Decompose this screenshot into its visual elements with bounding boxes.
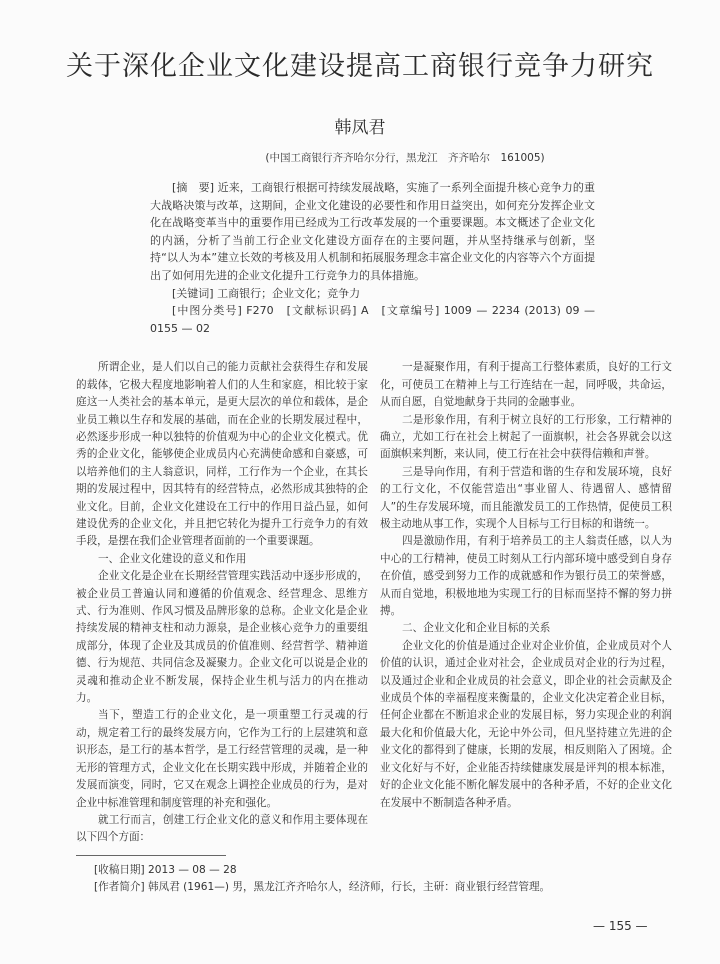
abstract-text: [摘 要] 近来，工商银行根据可持续发展战略，实施了一系列全面提升核心竞争力的重大战略决策与改革，这期间，企业文化建设的必要性和作用日益突出，如何充分发挥企业文化在战略变革当中的重要作用已经成为工行改革发展的一个重要课题。本文概述了企业文化的内涵，分析了当前工行企业文化建设方面存在的主要问题，并从坚持继承与创新，坚持“以人为本”建立长效的考核及用人机制和拓展服务理念丰富企业文化的内容等六个方面提出了如何用先进的企业文化提升工行竞争力的具体措施。 [150, 181, 595, 282]
paragraph: 一是凝聚作用，有利于提高工行整体素质，良好的工行文化，可使员工在精神上与工行连结在一起，同呼吸，共命运，从而自愿，自觉地献身于共同的金融事业。 [380, 361, 672, 409]
footnote-rule [76, 855, 226, 856]
paper-title: 关于深化企业文化建设提高工商银行竞争力研究 [66, 51, 654, 82]
body-columns [76, 359, 672, 846]
paragraph: 企业文化的价值是通过企业对企业价值，企业成员对个人价值的认识，通过企业对社会，企业成员对企业的行为过程，以及通过企业和企业成员的社会意义，即企业的社会贡献及企业成员个体的幸福程度来衡量的，企业文化决定着企业目标，任何企业都在不断追求企业的发展目标，努力实现企业的利润最大化和价值最大化，无论中外公司，但凡坚持建立先进的企业文化的都得到了健康，长期的发展，相反则陷入了困境。企业文化好与不好，企业能否持续健康发展是评判的根本标准，好的企业文化能不断化解发展中的各种矛盾，不好的企业文化在发展中不断制造各种矛盾。 [380, 639, 672, 809]
paragraph: 二是形象作用，有利于树立良好的工行形象，工行精神的确立，尤如工行在社会上树起了一面旗帜，社会各界就会以这面旗帜来判断，来认同，使工行在社会中获得信赖和声誉。 [380, 413, 672, 461]
paragraph: 所谓企业，是人们以自己的能力贡献社会获得生存和发展的载体，它极大程度地影响着人们的人生和家庭，相比较于家庭这一人类社会的基本单元，是更大层次的单位和载体，是企业员工赖以生存和发展的基础，而在企业的长期发展过程中，必然逐步形成一种以独特的价值观为中心的企业文化模式。优秀的企业文化，能够使企业成员内心充满使命感和自豪感，可以培养他们的主人翁意识，同样，工行作为一个企业，在其长期的发展过程中，因其特有的经营特点，必然形成其独特的企业文化。目前，企业文化建设在工行中的作用日益凸显，如何建设优秀的企业文化，并且把它转化为提升工行竞争力的有效手段，是摆在我们企业管理者面前的一个重要课题。 [76, 361, 368, 548]
paragraph: 四是激励作用，有利于培养员工的主人翁责任感，以人为中心的工行精神，使员工时刻从工行内部环境中感受到自身存在价值，感受到努力工作的成就感和作为银行员工的荣誉感，从而自觉地，积极地地为实现工行的目标而坚持不懈的努力拼搏。 [380, 535, 672, 618]
section-heading: 二、企业文化和企业目标的关系 [402, 622, 551, 635]
page-number: — 155 — [593, 918, 648, 933]
right-column [380, 359, 672, 812]
paragraph: 三是导向作用，有利于营造和谐的生存和发展环境，良好的工行文化，不仅能营造出“事业留人、待遇留人、感情留人”的生存发展环境，而且能激发员工的工作热情，促使员工积极主动地从事工作，实现个人目标与工行目标的和谐统一。 [380, 465, 672, 530]
paragraph: 企业文化是企业在长期经营管理实践活动中逐步形成的，被企业员工普遍认同和遵循的价值观念、经营理念、思维方式、行为准则、作风习惯及品牌形象的总称。企业文化是企业持续发展的精神支柱和动力源泉，是企业核心竞争力的重要组成部分，体现了企业及其成员的价值准则、经营哲学、精神道德、行为规范、共同信念及凝聚力。企业文化可以说是企业的灵魂和推动企业不断发展，保持企业生机与活力的内在推动力。 [76, 570, 368, 705]
classification: [中图分类号] F270 [文献标识码] A [文章编号] 1009 — 2234 (2013) 09 — 0155 — 02 [150, 304, 595, 335]
footnotes [94, 862, 664, 896]
received-date: [收稿日期] 2013 — 08 — 28 [94, 863, 237, 876]
left-column [76, 359, 368, 846]
author-name: 韩凤君 [334, 118, 386, 138]
affiliation: (中国工商银行齐齐哈尔分行，黑龙江 齐齐哈尔 161005) [265, 152, 545, 164]
paragraph: 就工行而言，创建工行企业文化的意义和作用主要体现在以下四个方面： [76, 813, 368, 844]
author-bio: [作者简介] 韩凤君 (1961—) 男，黑龙江齐齐哈尔人，经济师，行长，主研：商业银行经营管理。 [94, 880, 551, 893]
section-heading: 一、企业文化建设的意义和作用 [98, 552, 247, 565]
keywords: [关键词] 工商银行；企业文化；竞争力 [172, 286, 361, 300]
paragraph: 当下，塑造工行的企业文化，是一项重塑工行灵魂的行动，规定着工行的最终发展方向，它作为工行的上层建筑和意识形态，是工行的基本哲学，是工行经营管理的灵魂，是一种无形的管理方式，企业文化在长期实践中形成，并随着企业的发展而演变，同时，它又在观念上调控企业成员的行为，是对企业中标准管理和制度管理的补充和强化。 [76, 709, 368, 809]
abstract-block [150, 179, 595, 337]
